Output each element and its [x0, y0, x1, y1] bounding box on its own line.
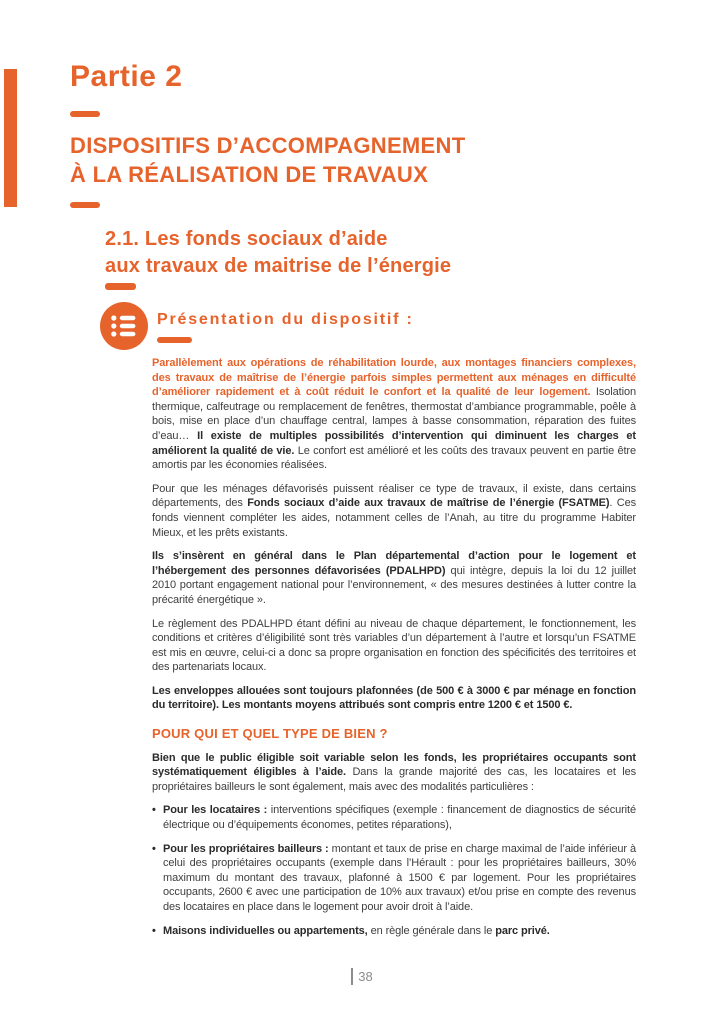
- bullet-item-bailleurs: [152, 842, 636, 915]
- text-segment: interventions spécifiques (exemple : financement de diagnostics de sécurité électrique ou d’équipements économes, petites réparations),: [163, 804, 636, 832]
- text-segment: Ils s’insèrent en général dans le Plan départemental d’action pour le logement et l’hébergement des personnes défavorisées (PDALHPD): [152, 550, 636, 577]
- body-text: [152, 356, 636, 947]
- bullet-list-icon: [100, 302, 148, 350]
- text-segment: qui intègre, depuis la loi du 12 juillet 2010 portant engagement national pour l’environnement, « des mesures destinées à lutter contre la précarité énergétique ».: [152, 564, 636, 606]
- bullet-item-maisons: [152, 924, 636, 939]
- text-segment: Dans la grande majorité des cas, les locataires et les propriétaires bailleurs le sont également, mais avec des modalités particulières :: [152, 766, 636, 793]
- bullet-list: [152, 803, 636, 938]
- text-segment: Bien que le public éligible soit variable selon les fonds, les propriétaires occupants sont systématiquement éligibles à l’aide.: [152, 751, 636, 779]
- paragraph-intro-1: [152, 356, 636, 473]
- subheading-eligibility: POUR QUI ET QUEL TYPE DE BIEN ?: [152, 726, 388, 742]
- bullet-icon: •: [152, 924, 156, 937]
- paragraph-intro-4: [152, 617, 636, 675]
- chapter-title: [70, 131, 465, 189]
- bullet-icon: •: [152, 804, 156, 817]
- text-segment: Il existe de multiples possibilités d’intervention qui diminuent les charges et améliorent la qualité de vie.: [152, 429, 636, 457]
- page-number-divider: [351, 968, 353, 985]
- text-segment: Les enveloppes allouées sont toujours plafonnées (de 500 € à 3000 € par ménage en fonction du territoire). Les montants moyens attribués sont compris entre 1200 € et 1500 €.: [152, 684, 636, 712]
- divider-dash: [70, 111, 100, 117]
- text-segment: Pour les propriétaires bailleurs :: [163, 842, 332, 855]
- paragraph-intro-5: [152, 684, 636, 713]
- text-segment: parc privé.: [495, 924, 550, 937]
- text-segment: Isolation thermique, calfeutrage ou remplacement de fenêtres, thermostat d’ambiance programmable, poêle à bois, mise en place d’un chauffage central, lampes à basse consommation, réparation des fuites d’eau…: [152, 386, 636, 442]
- chapter-title-line2: À LA RÉALISATION DE TRAVAUX: [70, 162, 429, 187]
- page-number: 38: [358, 968, 373, 984]
- paragraph-eligibility: [152, 751, 636, 795]
- text-segment: Pour que les ménages défavorisés puissent réaliser ce type de travaux, il existe, dans certains départements, des: [152, 482, 636, 510]
- text-segment: Pour les locataires :: [163, 804, 271, 817]
- bullet-text: [163, 843, 636, 913]
- text-segment: en règle générale dans le: [370, 924, 496, 937]
- text-segment: Parallèlement aux opérations de réhabilitation lourde, aux montages financiers complexes, des travaux de maîtrise de l’énergie parfois simples permettent aux ménages en difficulté d’améliorer rapidement et à coût réduit le confort et la qualité de leur logement.: [152, 357, 636, 399]
- text-segment: Maisons individuelles ou appartements,: [163, 924, 371, 937]
- paragraph-intro-2: [152, 482, 636, 540]
- text-segment: montant et taux de prise en charge maximal de l’aide inférieur à celui des propriétaires occupants (exemple dans l’Hérault : pour les propriétaires bailleurs, 30% maximum du montant des travaux, plafonné à 1500 € par logement. Pour les propriétaires occupants, 2600 € avec une participation de 10% aux travaux) et/ou prise en compte des revenus des locataires en place dans le logement pour avoir droit à l’aide.: [163, 842, 637, 913]
- section-title-line2: aux travaux de maitrise de l’énergie: [105, 255, 452, 277]
- bullet-icon: •: [152, 842, 156, 855]
- chapter-title-line1: DISPOSITIFS D’ACCOMPAGNEMENT: [70, 133, 466, 158]
- text-segment: . Ces fonds viennent compléter les aides, notamment celles de l’Anah, au titre du programme Habiter Mieux, et les prêts existants.: [152, 497, 636, 539]
- section-title-line1: 2.1. Les fonds sociaux d’aide: [105, 228, 388, 250]
- paragraph-intro-3: [152, 549, 636, 607]
- divider-dash: [105, 283, 136, 290]
- left-accent-bar: [4, 69, 17, 207]
- bullet-text: [163, 804, 636, 831]
- presentation-title: Présentation du dispositif :: [157, 311, 414, 328]
- divider-dash: [70, 202, 100, 208]
- text-segment: Le règlement des PDALHPD étant défini au niveau de chaque département, le fonctionnement, les conditions et critères d’éligibilité sont très variables d’un département à l’autre et lorsqu’un FSATME est mis en œuvre, celui-ci a donc sa propre organisation en fonction des spécificités des territoires et des partenariats locaux.: [152, 617, 636, 674]
- bullet-text: [163, 925, 550, 937]
- divider-dash: [157, 337, 192, 343]
- bullet-item-locataires: [152, 803, 636, 832]
- text-segment: Fonds sociaux d’aide aux travaux de maîtrise de l’énergie (FSATME): [247, 497, 610, 510]
- part-label: Partie 2: [70, 60, 183, 93]
- section-title: [105, 226, 451, 280]
- page-footer: [0, 964, 724, 988]
- text-segment: Le confort est amélioré et les coûts des travaux peuvent en partie être amortis par les économies réalisées.: [152, 444, 636, 472]
